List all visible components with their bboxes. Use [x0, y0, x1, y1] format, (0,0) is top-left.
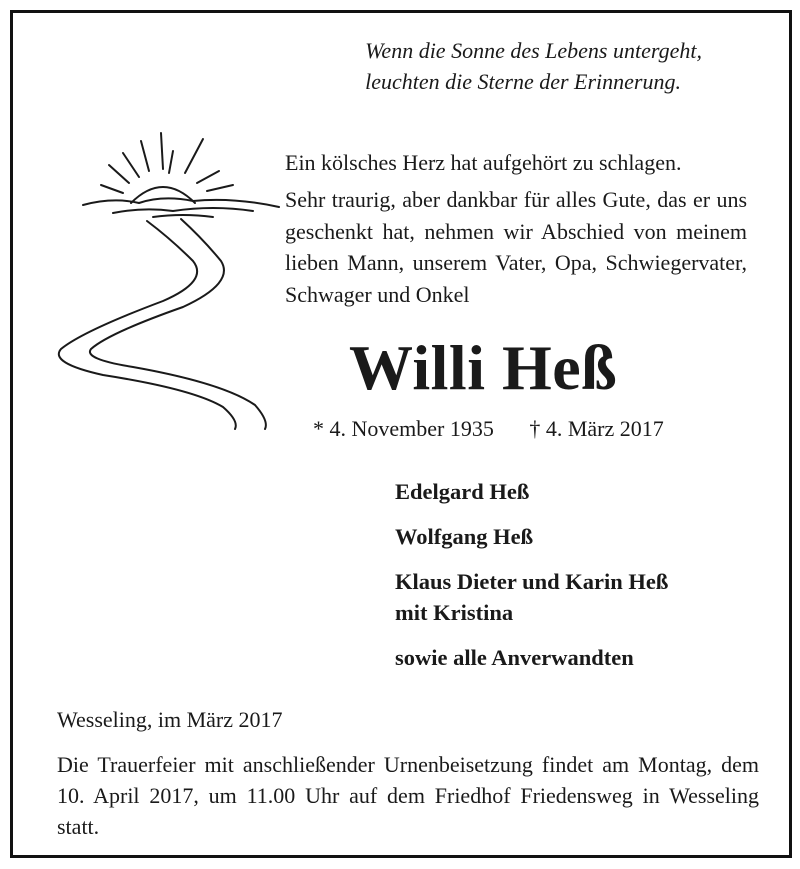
sun-ray: [109, 165, 129, 183]
sun-ray: [169, 151, 173, 173]
family-member: Klaus Dieter und Karin Heß: [395, 569, 669, 594]
motto-line-1: Wenn die Sonne des Lebens untergeht,: [365, 38, 702, 63]
death-date: † 4. März 2017: [529, 416, 664, 441]
motto-line-2: leuchten die Sterne der Erinnerung.: [365, 69, 681, 94]
family-list: [395, 476, 668, 673]
sun-ray: [161, 133, 163, 169]
path-right-edge: [90, 219, 266, 429]
sun-ray: [101, 185, 123, 193]
sun-ray: [197, 171, 219, 183]
obituary-frame: [10, 10, 792, 858]
funeral-notice: Die Trauerfeier mit anschließender Urnenbeisetzung findet am Montag, dem 10. April 2017, um 11.00 Uhr auf dem Friedhof Friedensweg in Wesseling statt.: [57, 752, 759, 839]
sunset-path-icon: [43, 131, 283, 431]
family-member-continued: mit Kristina: [395, 600, 514, 625]
deceased-name: Willi Heß: [349, 332, 618, 403]
hill-line: [113, 208, 253, 213]
sun-ray: [141, 141, 149, 171]
intro-line-1: Ein kölsches Herz hat aufgehört zu schlagen.: [285, 150, 682, 175]
intro-paragraph: Sehr traurig, aber dankbar für alles Gute, das er uns geschenkt hat, nehmen wir Abschied von meinem lieben Mann, unserem Vater, Opa, Schwiegervater, Schwager und Onkel: [285, 187, 747, 307]
family-member: Edelgard Heß: [395, 479, 530, 504]
place-date: Wesseling, im März 2017: [57, 707, 283, 732]
family-member: Wolfgang Heß: [395, 524, 534, 549]
horizon-line: [83, 198, 279, 207]
motto-quote: [365, 35, 702, 97]
sun-ray: [123, 153, 139, 177]
sun-ray: [207, 185, 233, 191]
birth-date: * 4. November 1935: [313, 416, 494, 441]
family-relatives: sowie alle Anverwandten: [395, 645, 634, 670]
path-left-edge: [59, 221, 236, 429]
hill-line: [153, 215, 213, 217]
sun-ray: [185, 139, 203, 173]
life-dates: [313, 416, 664, 442]
intro-text: [285, 147, 747, 310]
